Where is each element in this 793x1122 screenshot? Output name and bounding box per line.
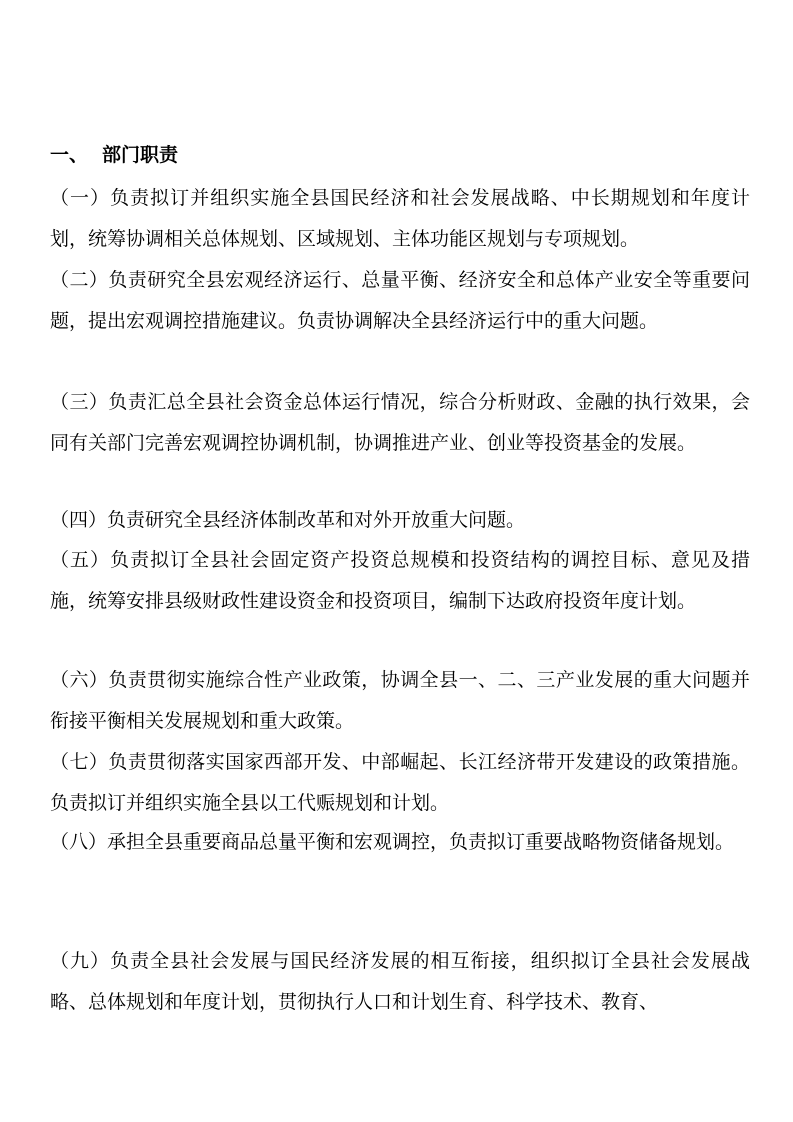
paragraph-item-2: （二）负责研究全县宏观经济运行、总量平衡、经济安全和总体产业安全等重要问题，提出宏观调控措施建议。负责协调解决全县经济运行中的重大问题。 <box>50 269 750 332</box>
paragraph-item-8: （八）承担全县重要商品总量平衡和宏观调控，负责拟订重要战略物资储备规划。 <box>50 831 735 853</box>
section-title: 部门职责 <box>102 144 179 166</box>
paragraph-item-3: （三）负责汇总全县社会资金总体运行情况，综合分析财政、金融的执行效果，会同有关部门完善宏观调控协调机制，协调推进产业、创业等投资基金的发展。 <box>50 391 750 454</box>
paragraph-item-1: （一）负责拟订并组织实施全县国民经济和社会发展战略、中长期规划和年度计划，统筹协调相关总体规划、区域规划、主体功能区规划与专项规划。 <box>50 187 750 250</box>
paragraph-item-5: （五）负责拟订全县社会固定资产投资总规模和投资结构的调控目标、意见及措施，统筹安排县级财政性建设资金和投资项目，编制下达政府投资年度计划。 <box>50 549 750 612</box>
section-number: 一、 <box>50 144 89 166</box>
paragraph-item-4: （四）负责研究全县经济体制改革和对外开放重大问题。 <box>50 509 526 531</box>
section-heading <box>50 140 178 170</box>
paragraph-item-6: （六）负责贯彻实施综合性产业政策，协调全县一、二、三产业发展的重大问题并衔接平衡相关发展规划和重大政策。 <box>50 669 750 732</box>
paragraph-item-7: （七）负责贯彻落实国家西部开发、中部崛起、长江经济带开发建设的政策措施。负责拟订并组织实施全县以工代赈规划和计划。 <box>50 751 750 814</box>
paragraph-item-9: （九）负责全县社会发展与国民经济发展的相互衔接，组织拟订全县社会发展战略、总体规划和年度计划，贯彻执行人口和计划生育、科学技术、教育、 <box>50 950 750 1013</box>
